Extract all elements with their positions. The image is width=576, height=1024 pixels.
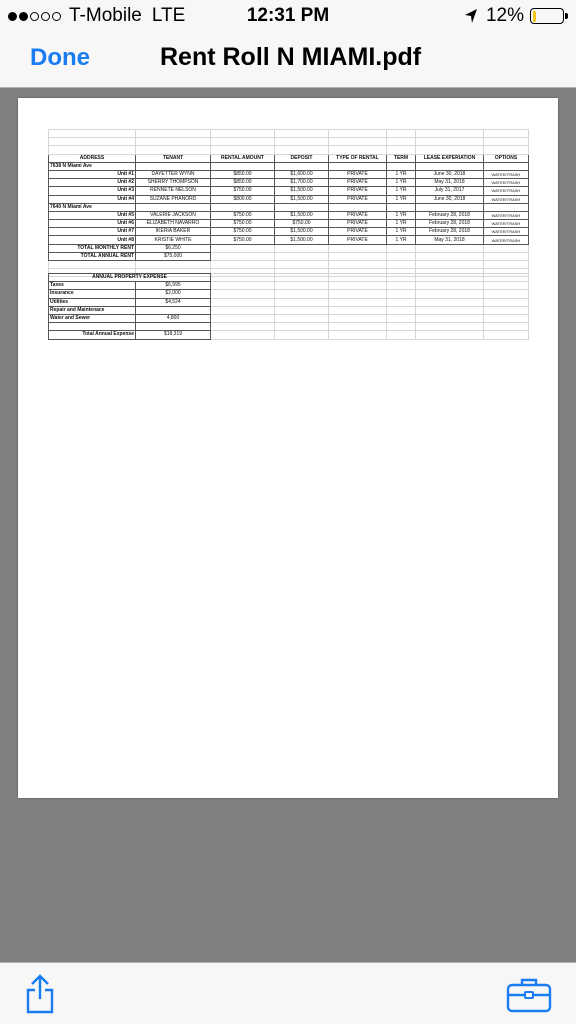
sheet-cell [484, 162, 529, 170]
sheet-cell [329, 203, 387, 211]
table-cell: WATER/TRASH [484, 170, 529, 178]
battery-area [464, 5, 564, 27]
sheet-cell [136, 162, 211, 170]
rent-roll-table [48, 129, 529, 277]
table-cell: 1 YR [387, 211, 416, 219]
table-cell: June 30, 2018 [416, 170, 484, 178]
sheet-cell [275, 290, 329, 298]
table-cell: WATER/TRASH [484, 179, 529, 187]
sheet-cell [275, 323, 329, 331]
sheet-cell [211, 261, 275, 269]
table-cell: $1,700.00 [275, 179, 329, 187]
sheet-cell [484, 274, 529, 282]
table-row [49, 211, 529, 219]
sheet-cell [329, 323, 387, 331]
expense-table [48, 273, 529, 340]
sheet-cell [329, 306, 387, 314]
expense-row [49, 314, 529, 322]
sheet-cell [416, 298, 484, 306]
sheet-cell [211, 274, 275, 282]
sheet-cell [387, 203, 416, 211]
expense-row [49, 306, 529, 314]
sheet-cell [416, 252, 484, 260]
sheet-cell [416, 314, 484, 322]
table-cell: 1 YR [387, 236, 416, 244]
nav-bar [0, 32, 576, 88]
table-cell: PRIVATE [329, 187, 387, 195]
table-cell: $1,500.00 [275, 187, 329, 195]
sheet-cell [484, 138, 529, 146]
total-row [49, 244, 529, 252]
address-cell: 7638 N Miami Ave [49, 162, 136, 170]
table-cell: WATER/TRASH [484, 236, 529, 244]
sheet-cell [136, 138, 211, 146]
status-bar [0, 0, 576, 32]
sheet-cell [416, 290, 484, 298]
battery-icon [530, 8, 564, 24]
sheet-cell [275, 252, 329, 260]
expense-row [49, 282, 529, 290]
total-value: $6,250 [136, 244, 211, 252]
sheet-cell [416, 162, 484, 170]
table-cell: $1,500.00 [275, 211, 329, 219]
sheet-cell [211, 146, 275, 154]
sheet-cell [416, 274, 484, 282]
table-cell: $750.00 [211, 228, 275, 236]
table-row [49, 220, 529, 228]
sheet-cell [484, 290, 529, 298]
sheet-cell [484, 130, 529, 138]
expense-row [49, 323, 529, 331]
sheet-cell [275, 162, 329, 170]
sheet-cell [329, 298, 387, 306]
sheet-cell [484, 298, 529, 306]
total-label: TOTAL MONTHLY RENT [49, 244, 136, 252]
sheet-cell [211, 130, 275, 138]
table-cell: 1 YR [387, 228, 416, 236]
table-cell: PRIVATE [329, 195, 387, 203]
table-cell: PRIVATE [329, 170, 387, 178]
sheet-cell [329, 162, 387, 170]
sheet-cell [275, 146, 329, 154]
bottom-toolbar [0, 962, 576, 1024]
empty-row [49, 130, 529, 138]
briefcase-button[interactable] [506, 977, 552, 1013]
empty-row [49, 138, 529, 146]
expense-label: Utilities [49, 298, 136, 306]
sheet-cell [275, 282, 329, 290]
network-type: LTE [151, 5, 186, 26]
sheet-cell [329, 138, 387, 146]
expense-value: $2,000 [136, 290, 211, 298]
table-cell: $1,500.00 [275, 228, 329, 236]
sheet-cell [484, 146, 529, 154]
table-cell: $750.00 [275, 220, 329, 228]
sheet-cell [211, 290, 275, 298]
table-cell: $750.00 [211, 220, 275, 228]
sheet-cell [329, 290, 387, 298]
sheet-cell [329, 274, 387, 282]
table-cell: $1,500.00 [275, 195, 329, 203]
sheet-cell [275, 130, 329, 138]
sheet-cell [329, 146, 387, 154]
table-row [49, 195, 529, 203]
empty-row [49, 146, 529, 154]
sheet-cell [416, 306, 484, 314]
sheet-cell [387, 331, 416, 339]
table-cell: February 28, 2018 [416, 211, 484, 219]
briefcase-icon [506, 977, 552, 1013]
sheet-cell [136, 130, 211, 138]
unit-cell: Unit #6 [49, 220, 136, 228]
sheet-cell [136, 323, 211, 331]
sheet-cell [416, 282, 484, 290]
sheet-cell [416, 244, 484, 252]
expense-row [49, 298, 529, 306]
table-cell: $750.00 [211, 236, 275, 244]
sheet-cell [211, 252, 275, 260]
table-cell: DAYETTER WYNN [136, 170, 211, 178]
sheet-cell [484, 331, 529, 339]
sheet-cell [484, 306, 529, 314]
sheet-cell [387, 146, 416, 154]
table-cell: $750.00 [211, 211, 275, 219]
column-header: TENANT [136, 154, 211, 162]
sheet-cell [275, 274, 329, 282]
table-cell: SUZANE PHANORD [136, 195, 211, 203]
sheet-cell [49, 146, 136, 154]
sheet-cell [387, 252, 416, 260]
expense-value [136, 306, 211, 314]
table-cell: July 31, 2017 [416, 187, 484, 195]
expense-title-row [49, 274, 529, 282]
pdf-page[interactable] [18, 98, 558, 798]
sheet-cell [211, 314, 275, 322]
sheet-cell [387, 244, 416, 252]
sheet-cell [275, 298, 329, 306]
table-cell: PRIVATE [329, 211, 387, 219]
sheet-cell [484, 323, 529, 331]
address-row [49, 162, 529, 170]
sheet-cell [329, 130, 387, 138]
sheet-cell [211, 282, 275, 290]
expense-label: Water and Sewer [49, 314, 136, 322]
sheet-cell [484, 314, 529, 322]
sheet-cell [329, 261, 387, 269]
sheet-cell [49, 323, 136, 331]
unit-cell: Unit #5 [49, 211, 136, 219]
expense-value: $4,524 [136, 298, 211, 306]
document-title: Rent Roll N MIAMI.pdf [160, 43, 422, 71]
sheet-cell [484, 252, 529, 260]
sheet-cell [387, 298, 416, 306]
table-cell: $850.00 [211, 170, 275, 178]
unit-cell: Unit #3 [49, 187, 136, 195]
sheet-cell [275, 314, 329, 322]
expense-label: Insurance [49, 290, 136, 298]
unit-cell: Unit #1 [49, 170, 136, 178]
unit-cell: Unit #4 [49, 195, 136, 203]
sheet-cell [387, 261, 416, 269]
sheet-cell [211, 244, 275, 252]
address-row [49, 203, 529, 211]
table-cell: May 31, 2018 [416, 236, 484, 244]
sheet-cell [387, 306, 416, 314]
sheet-cell [211, 298, 275, 306]
sheet-cell [275, 203, 329, 211]
table-cell: $1,500.00 [275, 236, 329, 244]
table-cell: May 31, 2018 [416, 179, 484, 187]
sheet-cell [416, 146, 484, 154]
sheet-cell [416, 261, 484, 269]
unit-cell: Unit #8 [49, 236, 136, 244]
sheet-cell [136, 261, 211, 269]
battery-fill [533, 11, 536, 22]
table-cell: WATER/TRASH [484, 228, 529, 236]
sheet-cell [275, 138, 329, 146]
table-cell: SHERRY THOMPSON [136, 179, 211, 187]
location-arrow-icon [464, 8, 478, 24]
table-cell: RENNETE NELSON [136, 187, 211, 195]
table-cell: 1 YR [387, 170, 416, 178]
table-cell: PRIVATE [329, 236, 387, 244]
table-cell: PRIVATE [329, 220, 387, 228]
carrier-name: T-Mobile [69, 5, 142, 26]
sheet-cell [211, 203, 275, 211]
table-cell: PRIVATE [329, 228, 387, 236]
sheet-cell [484, 244, 529, 252]
sheet-cell [211, 323, 275, 331]
sheet-cell [416, 130, 484, 138]
column-header: TYPE OF RENTAL [329, 154, 387, 162]
sheet-cell [211, 306, 275, 314]
expense-total-label: Total Annual Expense [49, 331, 136, 339]
table-row [49, 236, 529, 244]
column-header: DEPOSIT [275, 154, 329, 162]
table-cell: June 30, 2018 [416, 195, 484, 203]
sheet-cell [275, 244, 329, 252]
table-cell: VALERIE JACKSON [136, 211, 211, 219]
sheet-cell [387, 130, 416, 138]
sheet-cell [387, 138, 416, 146]
table-cell: KRISTIE WHITE [136, 236, 211, 244]
total-row [49, 252, 529, 260]
table-row [49, 179, 529, 187]
total-value: $75,000 [136, 252, 211, 260]
pdf-viewer[interactable] [0, 88, 576, 962]
sheet-cell [329, 314, 387, 322]
sheet-cell [484, 203, 529, 211]
share-icon [22, 973, 58, 1015]
sheet-cell [49, 130, 136, 138]
table-cell: PRIVATE [329, 179, 387, 187]
table-row [49, 187, 529, 195]
table-cell: 1 YR [387, 187, 416, 195]
sheet-cell [484, 282, 529, 290]
expense-total-row [49, 331, 529, 339]
sheet-cell [211, 162, 275, 170]
table-cell: IKERIA BAKER [136, 228, 211, 236]
sheet-cell [275, 331, 329, 339]
sheet-cell [416, 323, 484, 331]
empty-row [49, 261, 529, 269]
sheet-cell [484, 261, 529, 269]
table-cell: WATER/TRASH [484, 220, 529, 228]
table-cell: 1 YR [387, 220, 416, 228]
table-row [49, 228, 529, 236]
sheet-cell [416, 203, 484, 211]
column-header: ADDRESS [49, 154, 136, 162]
sheet-cell [49, 261, 136, 269]
table-cell: 1 YR [387, 179, 416, 187]
sheet-cell [329, 252, 387, 260]
sheet-cell [387, 282, 416, 290]
sheet-cell [329, 282, 387, 290]
address-cell: 7640 N Miami Ave [49, 203, 136, 211]
sheet-cell [329, 244, 387, 252]
column-header: OPTIONS [484, 154, 529, 162]
sheet-cell [387, 290, 416, 298]
done-button[interactable]: Done [30, 44, 90, 71]
expense-value: $6,995 [136, 282, 211, 290]
unit-cell: Unit #2 [49, 179, 136, 187]
table-cell: ELIZABETH NAVARRO [136, 220, 211, 228]
sheet-cell [136, 146, 211, 154]
table-cell: 1 YR [387, 195, 416, 203]
sheet-cell [387, 323, 416, 331]
table-row [49, 170, 529, 178]
sheet-cell [416, 138, 484, 146]
sheet-cell [211, 138, 275, 146]
table-cell: WATER/TRASH [484, 195, 529, 203]
sheet-cell [387, 162, 416, 170]
expense-total-value: $18,319 [136, 331, 211, 339]
expense-row [49, 290, 529, 298]
expense-title: ANNUAL PROPERTY EXPENSE [49, 274, 211, 282]
table-cell: $850.00 [211, 179, 275, 187]
table-cell: February 28, 2018 [416, 220, 484, 228]
table-cell: $800.00 [211, 195, 275, 203]
column-header: TERM [387, 154, 416, 162]
expense-value: 4,800 [136, 314, 211, 322]
table-cell: WATER/TRASH [484, 187, 529, 195]
header-row [49, 154, 529, 162]
sheet-cell [211, 331, 275, 339]
sheet-cell [136, 203, 211, 211]
share-button[interactable] [22, 973, 58, 1015]
status-time: 12:31 PM [246, 5, 330, 26]
sheet-cell [416, 331, 484, 339]
sheet-cell [275, 261, 329, 269]
column-header: LEASE EXPERIATION [416, 154, 484, 162]
sheet-cell [275, 306, 329, 314]
table-cell: WATER/TRASH [484, 211, 529, 219]
table-cell: $1,600.00 [275, 170, 329, 178]
sheet-cell [49, 138, 136, 146]
sheet-cell [387, 274, 416, 282]
sheet-cell [329, 331, 387, 339]
sheet-cell [387, 314, 416, 322]
battery-percent: 12% [485, 5, 524, 26]
table-cell: $750.00 [211, 187, 275, 195]
expense-label: Repair and Maintenace [49, 306, 136, 314]
table-cell: February 28, 2018 [416, 228, 484, 236]
expense-label: Taxes [49, 282, 136, 290]
column-header: RENTAL AMOUNT [211, 154, 275, 162]
unit-cell: Unit #7 [49, 228, 136, 236]
total-label: TOTAL ANNUAL RENT [49, 252, 136, 260]
